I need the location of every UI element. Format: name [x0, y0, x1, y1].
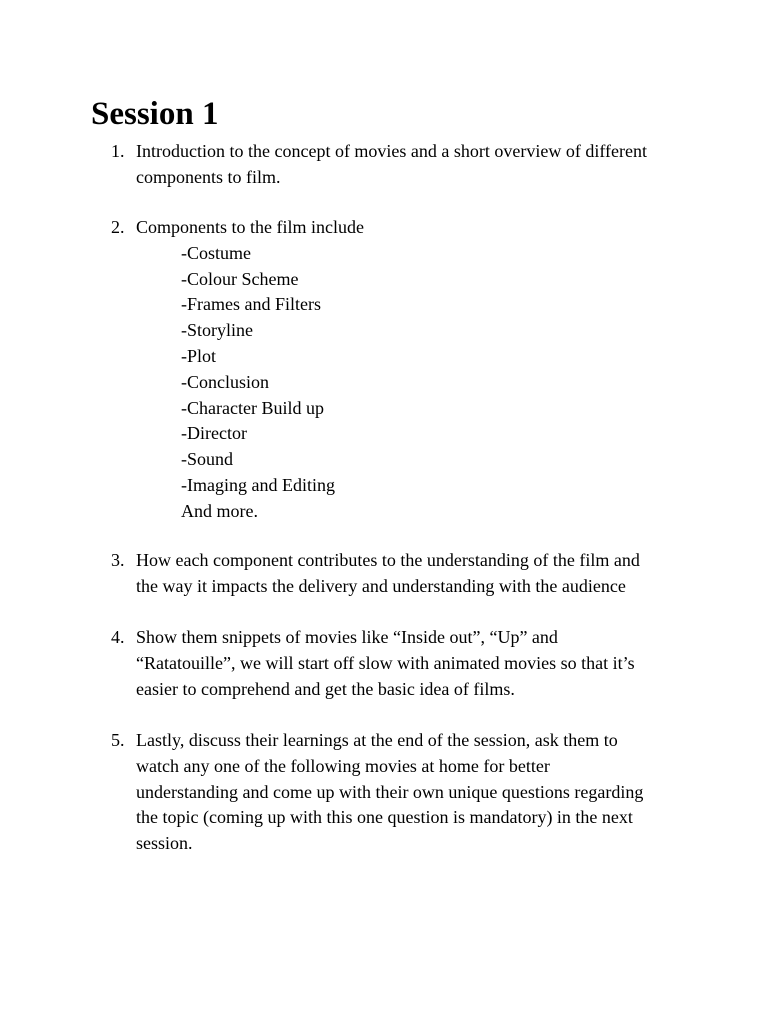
list-item-text: Components to the film include: [136, 217, 364, 237]
list-item-text: Lastly, discuss their learnings at the end of the session, ask them to watch any one of the following movies at home for better understanding and come up with their own unique questions regarding the topic (coming up with this one question is mandatory) in the next session.: [136, 730, 644, 854]
list-item-number: 1.: [111, 141, 125, 161]
list-item-number: 5.: [111, 730, 125, 750]
component-item: And more.: [181, 500, 258, 521]
list-item-text: Show them snippets of movies like “Inside out”, “Up” and “Ratatouille”, we will start off slow with animated movies so that it’s easier to comprehend and get the basic idea of films.: [136, 627, 635, 699]
list-item-number: 4.: [111, 627, 125, 647]
component-item: -Sound: [181, 449, 234, 470]
component-item: -Frames and Filters: [181, 294, 321, 315]
component-item: -Character Build up: [181, 397, 324, 418]
component-item: -Director: [181, 423, 247, 444]
component-item: -Conclusion: [181, 371, 269, 392]
list-item-number: 2.: [111, 217, 125, 237]
page-title: Session 1: [91, 96, 219, 132]
film-components-list: [181, 241, 335, 525]
component-item: -Imaging and Editing: [181, 474, 335, 495]
list-item-text: How each component contributes to the understanding of the film and the way it impacts the delivery and understanding with the audience: [136, 550, 640, 596]
component-item: -Costume: [181, 242, 251, 263]
component-item: -Plot: [181, 345, 217, 366]
component-item: -Colour Scheme: [181, 268, 299, 289]
list-item-number: 3.: [111, 550, 125, 570]
component-item: -Storyline: [181, 320, 253, 341]
list-item-text: Introduction to the concept of movies and a short overview of different components to film.: [136, 141, 648, 187]
